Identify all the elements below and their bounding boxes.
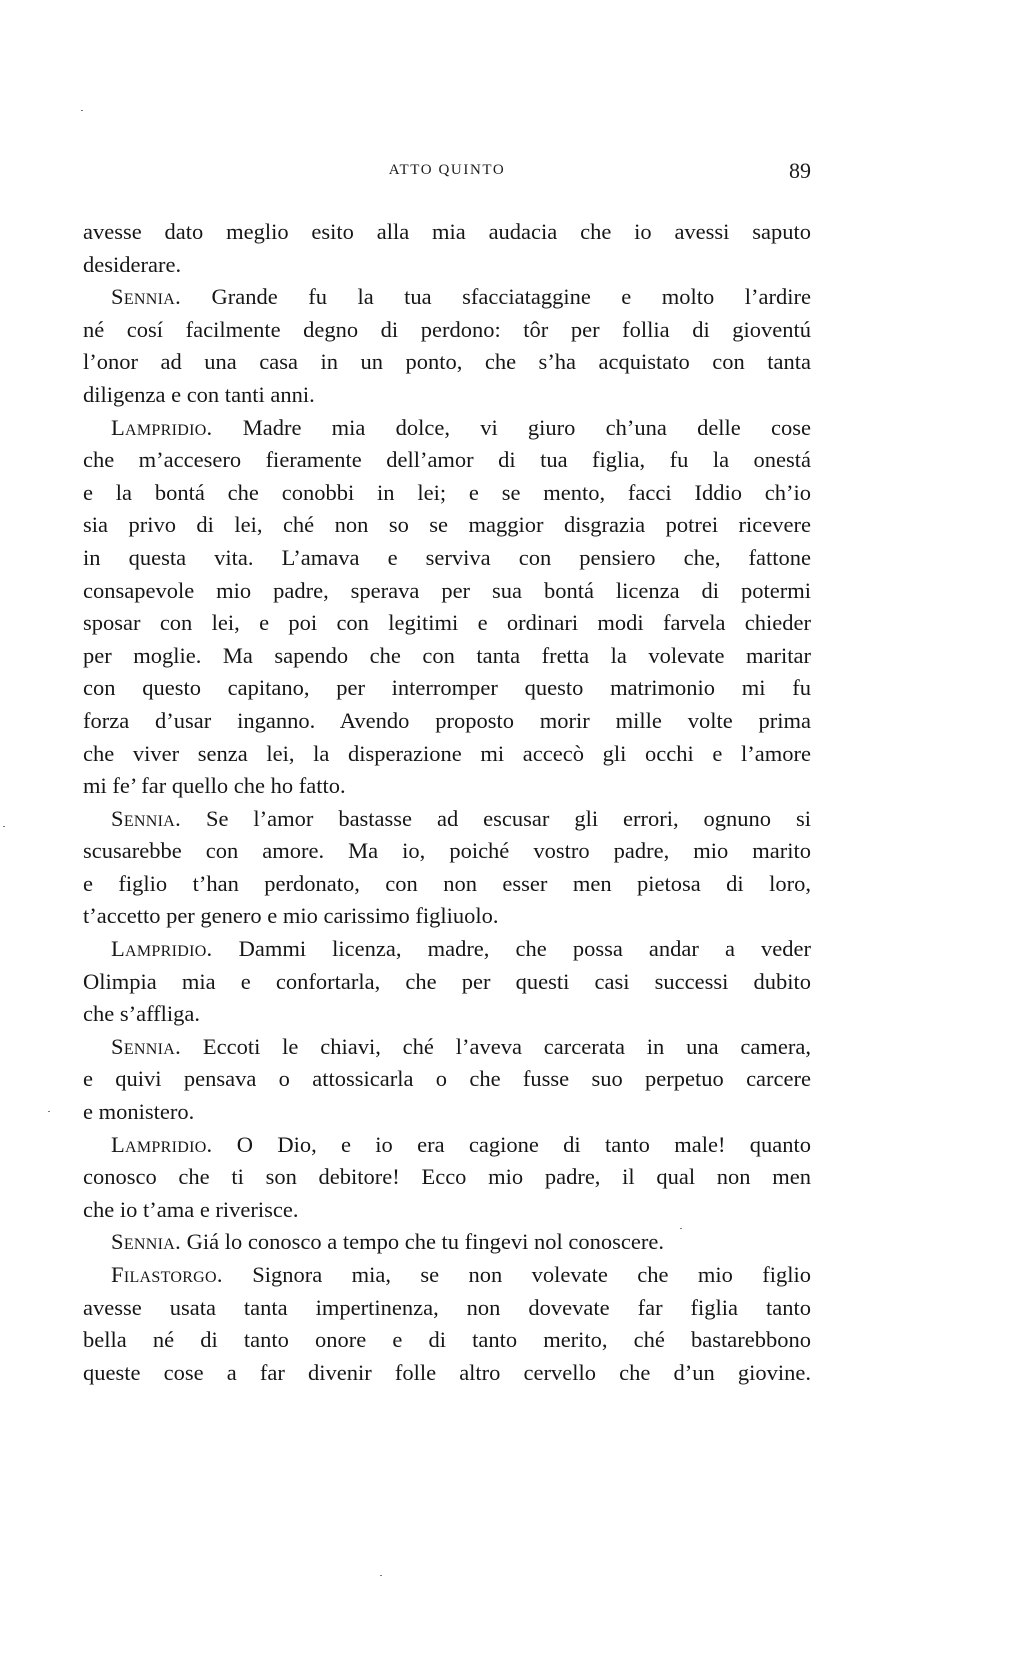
line-text: con questo capitano, per interromper questo matrimonio mi fu (83, 675, 811, 701)
text-line (83, 314, 811, 347)
text-line (83, 1161, 811, 1194)
body-text (83, 216, 811, 1389)
line-text: avesse usata tanta impertinenza, non dovevate far figlia tanto (83, 1294, 811, 1320)
line-text: che m’accesero fieramente dell’amor di tua figlia, fu la onestá (83, 447, 811, 473)
line-text: e figlio t’han perdonato, con non esser men pietosa di loro, (83, 870, 811, 896)
text-line (83, 803, 811, 836)
line-text: sia privo di lei, ché non so se maggior disgrazia potrei ricevere (83, 512, 811, 538)
line-text: mi fe’ far quello che ho fatto. (83, 773, 346, 799)
line-text: conosco che ti son debitore! Ecco mio padre, il qual non men (83, 1164, 811, 1190)
speaker-name: Lampridio. (111, 936, 213, 962)
text-line (83, 1194, 811, 1227)
line-text: sposar con lei, e poi con legitimi e ordinari modi farvela chieder (83, 610, 811, 636)
text-line (83, 900, 811, 933)
line-text: bella né di tanto onore e di tanto merito, ché bastarebbono (83, 1327, 811, 1353)
line-text: che s’affliga. (83, 1001, 201, 1027)
text-line (83, 1129, 811, 1162)
text-line (83, 640, 811, 673)
line-text: t’accetto per genero e mio carissimo figliuolo. (83, 903, 499, 929)
scan-speck (3, 826, 5, 827)
running-head (83, 160, 811, 184)
line-text: e quivi pensava o attossicarla o che fusse suo perpetuo carcere (83, 1066, 811, 1092)
text-line (83, 1292, 811, 1325)
text-line (83, 1096, 811, 1129)
scan-speck (48, 1111, 50, 1112)
line-text: e la bontá che conobbi in lei; e se mento, facci Iddio ch’io (83, 479, 811, 505)
speaker-name: Lampridio. (111, 1131, 213, 1157)
line-text: e monistero. (83, 1099, 195, 1125)
text-line (83, 933, 811, 966)
speaker-name: Sennia. (111, 805, 182, 831)
speaker-name: Filastorgo. (111, 1262, 223, 1287)
text-line (83, 216, 811, 249)
line-text: né cosí facilmente degno di perdono: tôr per follia di gioventú (83, 316, 811, 342)
text-line (83, 1357, 811, 1390)
line-text: scusarebbe con amore. Ma io, poiché vostro padre, mio marito (83, 838, 811, 864)
text-line (83, 607, 811, 640)
line-text: Olimpia mia e confortarla, che per questi casi successi dubito (83, 968, 811, 994)
text-line (83, 868, 811, 901)
line-text: per moglie. Ma sapendo che con tanta fretta la volevate maritar (83, 642, 811, 668)
line-text: che io t’ama e riverisce. (83, 1196, 299, 1222)
text-line (83, 1063, 811, 1096)
line-text: O Dio, e io era cagione di tanto male! quanto (212, 1131, 811, 1157)
line-text: diligenza e con tanti anni. (83, 381, 315, 407)
text-line (83, 966, 811, 999)
text-line (83, 998, 811, 1031)
text-line (83, 444, 811, 477)
text-line (83, 1226, 811, 1259)
text-line (83, 412, 811, 445)
text-line (83, 346, 811, 379)
text-line (83, 738, 811, 771)
text-line (83, 705, 811, 738)
text-line (83, 672, 811, 705)
text-line (83, 281, 811, 314)
text-line (83, 575, 811, 608)
text-line (83, 835, 811, 868)
speaker-name: Sennia. (111, 284, 182, 310)
line-text: Giá lo conosco a tempo che tu fingevi nol conoscere. (181, 1229, 664, 1255)
page-number: 89 (789, 158, 811, 183)
speaker-name: Sennia. (111, 1229, 182, 1255)
line-text: forza d’usar inganno. Avendo proposto morir mille volte prima (83, 707, 811, 733)
speaker-name: Lampridio. (111, 414, 213, 440)
line-text: Dammi licenza, madre, che possa andar a veder (212, 936, 811, 962)
scan-speck (81, 110, 83, 111)
line-text: che viver senza lei, la disperazione mi accecò gli occhi e l’amore (83, 740, 811, 766)
line-text: Signora mia, se non volevate che mio figlio (222, 1262, 811, 1287)
line-text: Eccoti le chiavi, ché l’aveva carcerata in una camera, (181, 1033, 811, 1059)
scan-speck (680, 1228, 682, 1229)
line-text: in questa vita. L’amava e serviva con pensiero che, fattone (83, 544, 811, 570)
text-line (83, 770, 811, 803)
line-text: queste cose a far divenir folle altro cervello che d’un giovine. (83, 1359, 811, 1385)
text-line (83, 1259, 811, 1292)
line-text: consapevole mio padre, sperava per sua bontá licenza di potermi (83, 577, 811, 603)
scan-speck (380, 1575, 382, 1576)
text-line (83, 1324, 811, 1357)
line-text: Se l’amor bastasse ad escusar gli errori, ognuno si (181, 805, 811, 831)
speaker-name: Sennia. (111, 1033, 182, 1059)
line-text: avesse dato meglio esito alla mia audacia che io avessi saputo (83, 219, 811, 244)
running-title: ATTO QUINTO (388, 162, 506, 178)
line-text: l’onor ad una casa in un ponto, che s’ha acquistato con tanta (83, 349, 811, 375)
text-line (83, 379, 811, 412)
line-text: Madre mia dolce, vi giuro ch’una delle cose (212, 414, 811, 440)
text-line (83, 249, 811, 282)
line-text: Grande fu la tua sfacciataggine e molto l’ardire (181, 284, 811, 310)
text-line (83, 542, 811, 575)
text-line (83, 509, 811, 542)
text-line (83, 1031, 811, 1064)
line-text: desiderare. (83, 251, 182, 277)
text-line (83, 477, 811, 510)
